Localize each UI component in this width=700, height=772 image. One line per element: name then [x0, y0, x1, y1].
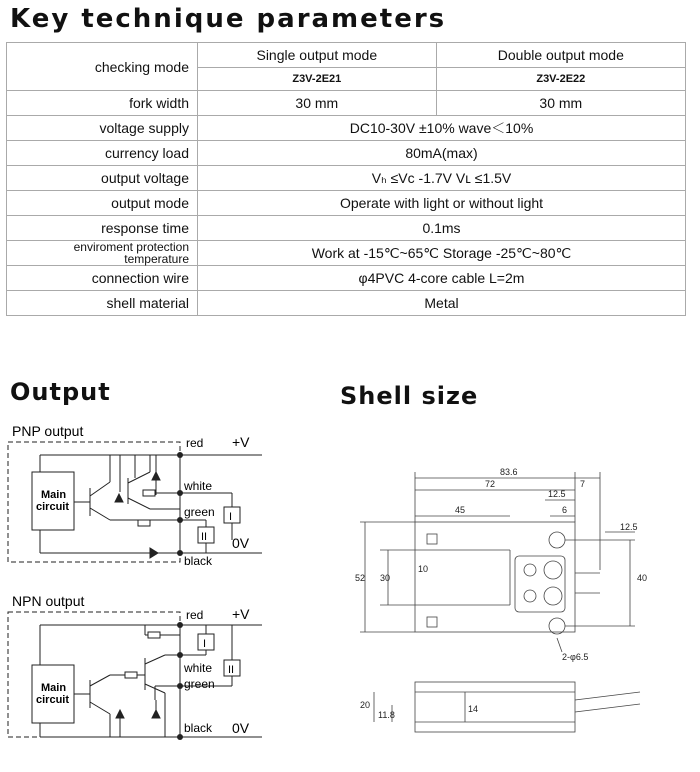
- dim-20: 20: [360, 700, 371, 710]
- row-value: 0.1ms: [198, 216, 686, 241]
- parameters-table: [6, 42, 686, 316]
- double-mode-header: Double output mode: [436, 43, 685, 68]
- pnp-green-label: green: [184, 505, 215, 519]
- table-row: [7, 291, 686, 316]
- npn-title: NPN output: [12, 593, 85, 609]
- row-label: output mode: [7, 191, 198, 216]
- dim-7: 7: [580, 479, 586, 489]
- row-label: output voltage: [7, 166, 198, 191]
- page-title: Key technique parameters: [10, 4, 447, 34]
- table-row: [7, 116, 686, 141]
- model-single: Z3V-2E21: [198, 68, 437, 91]
- row-value: φ4PVC 4-core cable L=2m: [198, 266, 686, 291]
- output-title: Output: [10, 378, 111, 406]
- fork-width-double: 30 mm: [436, 91, 685, 116]
- dim-30: 30: [380, 573, 391, 583]
- dim-40: 40: [637, 573, 648, 583]
- table-row: [7, 266, 686, 291]
- fork-width-single: 30 mm: [198, 91, 437, 116]
- pnp-red-label: red: [186, 436, 204, 450]
- pnp-vplus-label: +V: [232, 434, 250, 450]
- dim-52: 52: [355, 573, 366, 583]
- table-row: [7, 216, 686, 241]
- single-mode-header: Single output mode: [198, 43, 437, 68]
- dim-72: 72: [485, 479, 496, 489]
- table-row: [7, 191, 686, 216]
- shell-size-title: Shell size: [340, 382, 479, 410]
- table-row: [7, 241, 686, 266]
- pnp-circuit-diagram: [0, 420, 290, 575]
- npn-load2-label: II: [228, 664, 235, 676]
- shell-top-view: [415, 522, 575, 632]
- npn-0v-label: 0V: [232, 720, 250, 736]
- pnp-circuit-label: circuit: [36, 501, 70, 513]
- npn-green-label: green: [184, 677, 215, 691]
- pnp-white-label: white: [184, 479, 213, 493]
- checking-mode-label: checking mode: [7, 43, 198, 91]
- dim-hole-dia: 2-φ6.5: [562, 652, 589, 662]
- pnp-title: PNP output: [12, 423, 84, 439]
- dim-12-5-side: 12.5: [620, 522, 638, 532]
- shell-size-drawing: [350, 460, 695, 765]
- dim-12-5-top: 12.5: [548, 489, 566, 499]
- row-label: voltage supply: [7, 116, 198, 141]
- npn-vplus-label: +V: [232, 606, 250, 622]
- npn-circuit-diagram: [0, 590, 290, 750]
- row-label: shell material: [7, 291, 198, 316]
- model-double: Z3V-2E22: [436, 68, 685, 91]
- table-row: [7, 91, 686, 116]
- npn-main-label: Main: [41, 682, 67, 694]
- row-label: connection wire: [7, 266, 198, 291]
- pnp-load2-label: II: [201, 531, 208, 543]
- pnp-load1-label: I: [229, 511, 233, 523]
- npn-white-label: white: [184, 661, 213, 675]
- npn-red-label: red: [186, 608, 204, 622]
- row-label: response time: [7, 216, 198, 241]
- table-row: [7, 141, 686, 166]
- row-label: currency load: [7, 141, 198, 166]
- row-value: Operate with light or without light: [198, 191, 686, 216]
- dim-11-8: 11.8: [378, 710, 395, 720]
- dim-45: 45: [455, 505, 466, 515]
- dim-83-6: 83.6: [500, 467, 518, 477]
- dim-14: 14: [468, 704, 479, 714]
- row-value: DC10-30V ±10% wave＜10%: [198, 116, 686, 141]
- row-label: enviroment protection temperature: [7, 241, 198, 266]
- fork-width-label: fork width: [7, 91, 198, 116]
- npn-black-label: black: [184, 721, 213, 735]
- npn-load1-label: I: [203, 638, 207, 650]
- dim-6: 6: [562, 505, 568, 515]
- pnp-sensor-boundary: [8, 442, 180, 562]
- pnp-black-label: black: [184, 554, 213, 568]
- row-value: Metal: [198, 291, 686, 316]
- table-row: [7, 43, 686, 68]
- row-value: Vₕ ≤Vᴄ -1.7V Vʟ ≤1.5V: [198, 166, 686, 191]
- npn-circuit-label: circuit: [36, 694, 70, 706]
- shell-side-view: [415, 682, 575, 732]
- dim-10: 10: [418, 564, 429, 574]
- row-value: 80mA(max): [198, 141, 686, 166]
- row-value: Work at -15℃~65℃ Storage -25℃~80℃: [198, 241, 686, 266]
- pnp-main-label: Main: [41, 489, 67, 501]
- pnp-0v-label: 0V: [232, 535, 250, 551]
- table-row: [7, 166, 686, 191]
